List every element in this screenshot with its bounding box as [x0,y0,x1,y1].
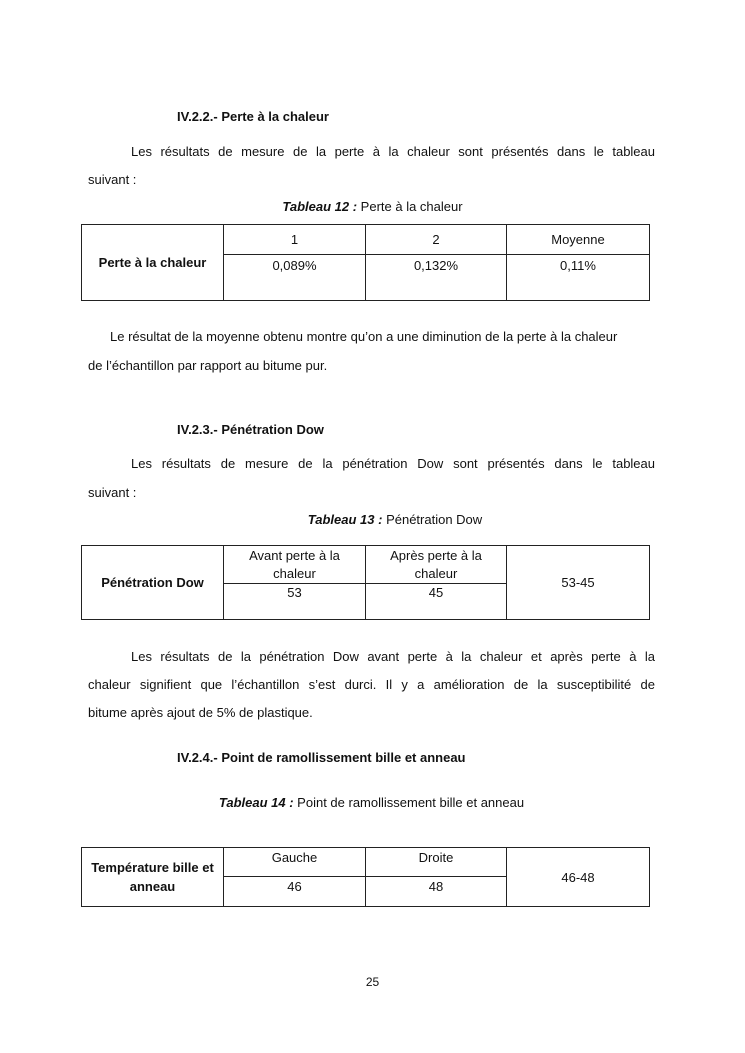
column-header: 1 [224,225,366,255]
row-header: Perte à la chaleur [82,225,224,301]
caption-tableau-14 [0,795,743,810]
column-header: Gauche [224,848,366,877]
intro-perte-line2: suivant : [88,172,137,187]
column-header: Moyenne [507,225,650,255]
conclusion-perte-line2: de l’échantillon par rapport au bitume pur. [88,358,328,373]
caption-text: Perte à la chaleur [357,199,463,214]
table-penetration-dow [81,545,650,620]
heading-point-ramollissement: IV.2.4.- Point de ramollissement bille et anneau [177,750,466,765]
table-cell: 45 [366,584,507,620]
table-cell: 0,11% [507,255,650,301]
conclusion-penetration-line2: chaleur signifient que l’échantillon s’est durci. Il y a amélioration de la susceptibilité de [88,677,655,692]
page-number: 25 [365,975,380,989]
caption-label: Tableau 13 : [307,512,383,527]
caption-label: Tableau 12 : [282,199,358,214]
column-header: Après perte à la chaleur [366,546,507,584]
table-cell: 53 [224,584,366,620]
conclusion-perte-line1: Le résultat de la moyenne obtenu montre qu’on a une diminution de la perte à la chaleur [110,329,618,344]
table-cell: 46 [224,877,366,907]
column-header: Avant perte à la chaleur [224,546,366,584]
column-header: 2 [366,225,507,255]
caption-tableau-13 [0,512,745,527]
intro-perte-line1: Les résultats de mesure de la perte à la chaleur sont présentés dans le tableau [131,144,655,159]
row-header: Pénétration Dow [82,546,224,620]
table-cell: 48 [366,877,507,907]
intro-penetration-line2: suivant : [88,485,137,500]
conclusion-penetration-line1: Les résultats de la pénétration Dow avant perte à la chaleur et après perte à la [131,649,655,664]
heading-penetration-dow: IV.2.3.- Pénétration Dow [177,422,324,437]
row-header: Température bille et anneau [82,848,224,907]
conclusion-penetration-line3: bitume après ajout de 5% de plastique. [88,705,313,720]
heading-perte-chaleur: IV.2.2.- Perte à la chaleur [177,109,329,124]
table-point-ramollissement [81,847,650,907]
caption-text: Point de ramollissement bille et anneau [293,795,525,810]
caption-text: Pénétration Dow [382,512,483,527]
table-cell: 0,089% [224,255,366,301]
result-cell: 53-45 [507,546,650,620]
table-cell: 0,132% [366,255,507,301]
intro-penetration-line1: Les résultats de mesure de la pénétration Dow sont présentés dans le tableau [131,456,655,471]
caption-label: Tableau 14 : [218,795,294,810]
table-perte-chaleur [81,224,650,301]
column-header: Droite [366,848,507,877]
result-cell: 46-48 [507,848,650,907]
caption-tableau-12 [0,199,745,214]
